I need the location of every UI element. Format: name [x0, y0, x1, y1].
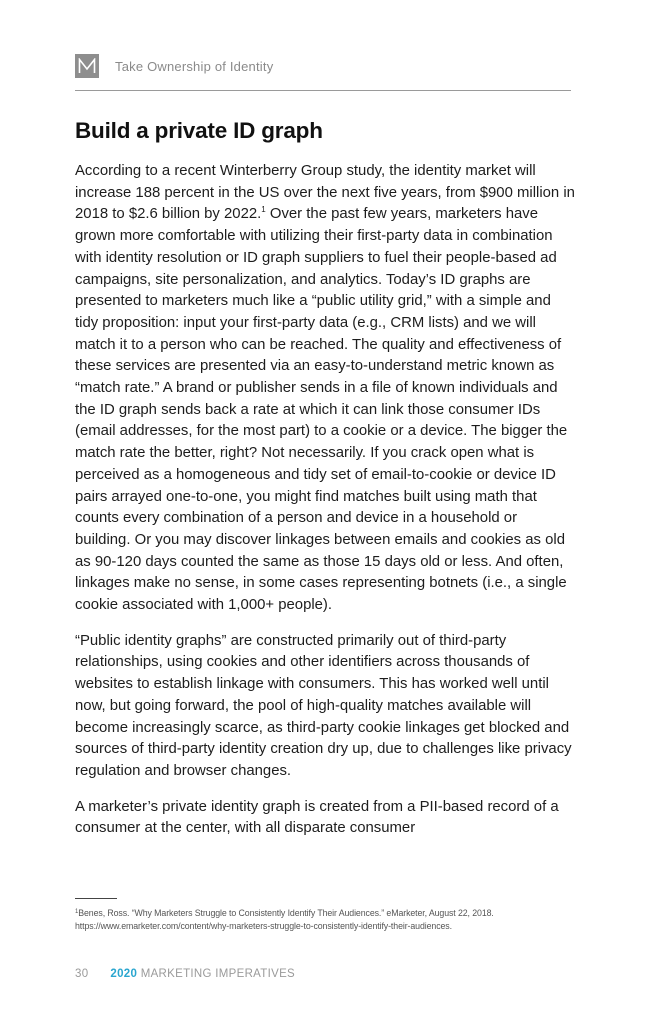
footnote-url: https://www.emarketer.com/content/why-marketers-struggle-to-consistently-identify-their-audiences.: [75, 920, 452, 931]
footnote-marker: 1: [75, 909, 79, 915]
page-number: 30: [75, 968, 89, 980]
paragraph-1-part-a: According to a recent Winterberry Group study, the identity market will increase 188 percent in the US over the next five years, from $900 million in 2018 to $2.6 billion by 2022.: [75, 163, 575, 223]
m-logo-glyph: [78, 58, 96, 74]
m-logo-icon: [75, 54, 99, 78]
footer-publication: MARKETING IMPERATIVES: [137, 968, 296, 980]
footnote-divider: [75, 898, 117, 899]
running-title: Take Ownership of Identity: [115, 59, 274, 74]
footnote-reference: 1: [261, 205, 266, 215]
footer-year: 2020: [110, 968, 138, 980]
paragraph-1-part-b: Over the past few years, marketers have grown more comfortable with utilizing their first-party data in combination with identity resolution or ID graph suppliers to fuel their people-based ad campaigns, site personalization, and analytics. Today’s ID graphs are presented to marketers much like a “public utility grid,” with a simple and tidy proposition: input your first-party data (e.g., CRM lists) and we will match it to a person who can be reached. The quality and effectiveness of these services are presented via an easy-to-understand metric known as “match rate.” A brand or publisher sends in a file of known individuals and the ID graph sends back a rate at which it can link those consumer IDs (email addresses, for the most part) to a cookie or a device. The bigger the match rate the better, right? Not necessarily. If you crack open what is perceived as a homogeneous and tidy set of email-to-cookie or device ID pairs arrayed one-to-one, you might find matches built using math that counts every combination of a person and device in a household or building. Or you may discover linkages between emails and cookies as old as 90-120 days counted the same as those 15 days old or less. And often, linkages make no sense, in some cases representing botnets (i.e., a single cookie associated with 1,000+ people).: [75, 206, 568, 614]
footnote: [75, 906, 575, 932]
paragraph-1: [75, 161, 575, 617]
page-footer: [75, 968, 295, 980]
section-heading: Build a private ID graph: [75, 118, 323, 143]
footnote-text: Benes, Ross. “Why Marketers Struggle to Consistently Identify Their Audiences.” eMarketer, August 22, 2018.: [78, 908, 494, 918]
article-body: [75, 161, 575, 854]
paragraph-2: “Public identity graphs” are constructed primarily out of third-party relationships, using cookies and other identifiers across thousands of websites to establish linkage with consumers. This has worked well until now, but going forward, the pool of high-quality matches available will become increasingly scarce, as third-party cookie linkages get blocked and sources of third-party identity creation dry up, due to challenges like privacy regulation and browser changes.: [75, 632, 572, 779]
footnote-citation: [75, 906, 575, 920]
paragraph-3: A marketer’s private identity graph is created from a PII-based record of a consumer at the center, with all disparate consumer: [75, 798, 559, 837]
page-header: [75, 54, 571, 91]
